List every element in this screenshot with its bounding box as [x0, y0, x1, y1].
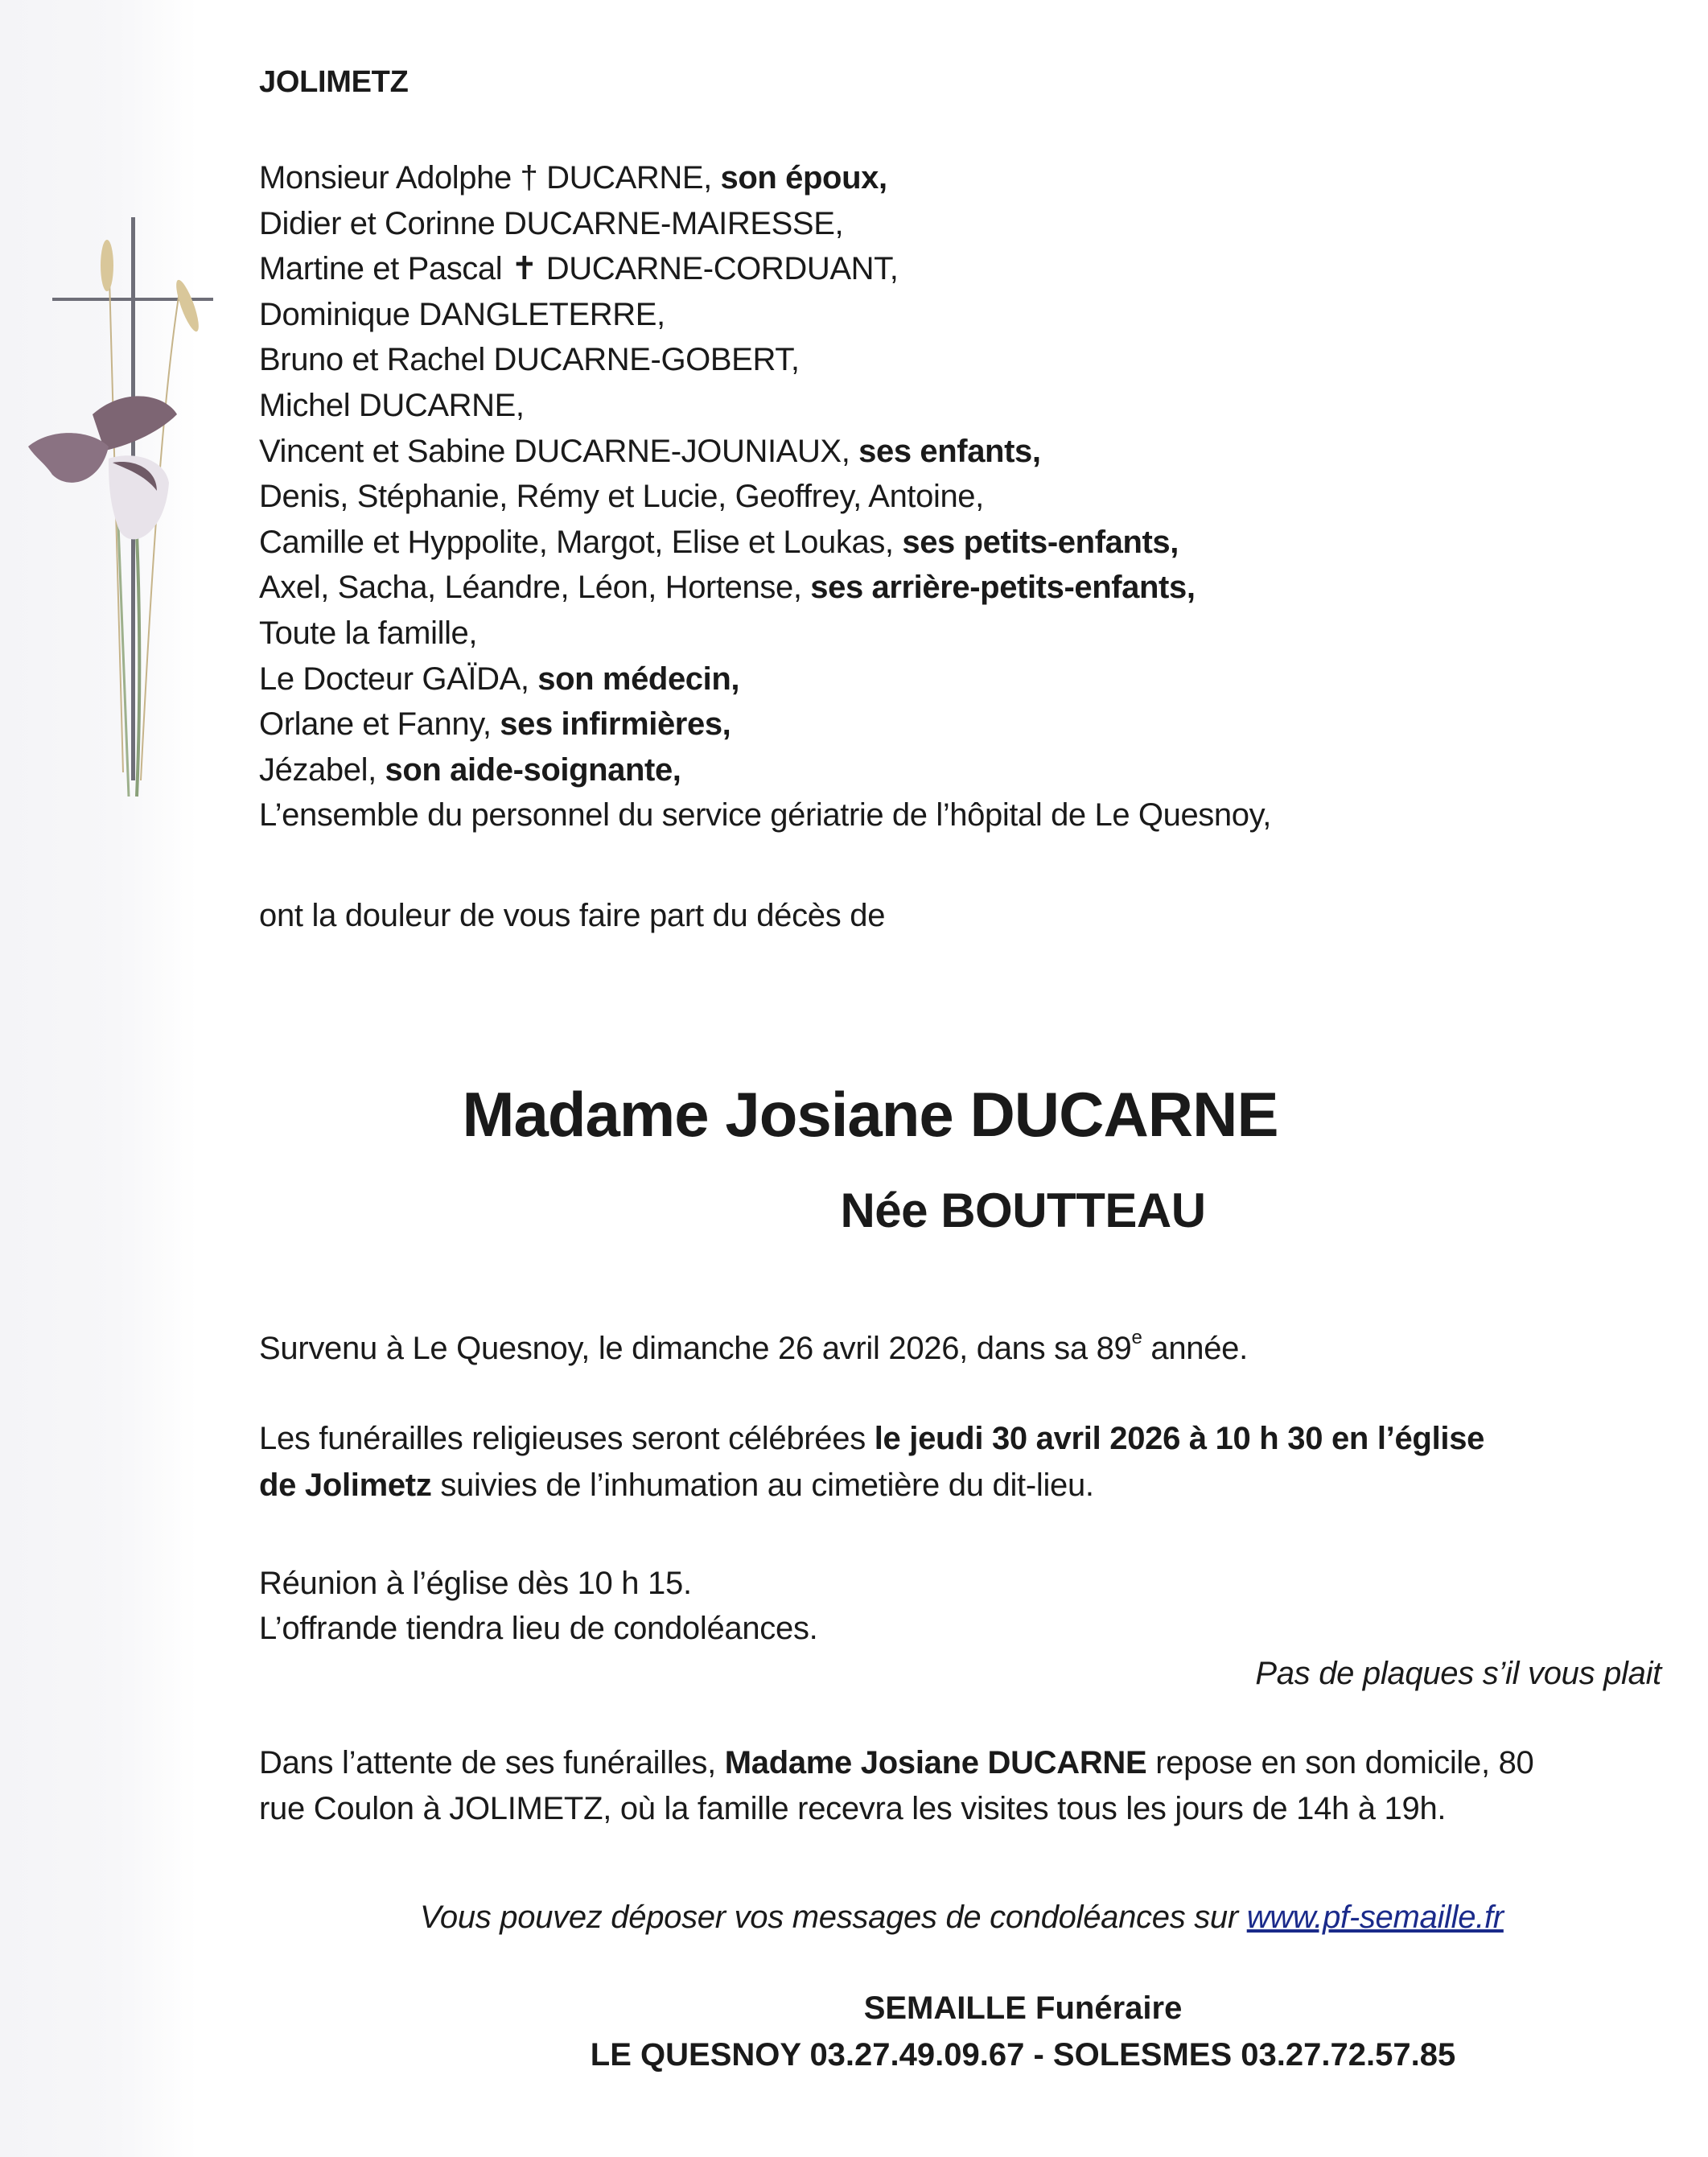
cross-symbol: † [520, 160, 538, 196]
death-details: Survenu à Le Quesnoy, le dimanche 26 avril 2026, dans sa 89e année. [259, 1327, 1248, 1366]
family-line: Didier et Corinne DUCARNE-MAIRESSE, [259, 205, 844, 241]
family-line: Jézabel, son aide-soignante, [259, 751, 681, 788]
company-name: SEMAILLE Funéraire [863, 1990, 1183, 2026]
village-heading: JOLIMETZ [259, 65, 409, 99]
family-line: Le Docteur GAÏDA, son médecin, [259, 661, 740, 697]
family-line: Camille et Hyppolite, Margot, Elise et Loukas, ses petits-enfants, [259, 524, 1179, 560]
family-line: Orlane et Fanny, ses infirmières, [259, 706, 731, 743]
family-line: Michel DUCARNE, [259, 387, 525, 423]
deceased-name: Madame Josiane DUCARNE [462, 1079, 1278, 1150]
family-line: L’ensemble du personnel du service gériatrie de l’hôpital de Le Quesnoy, [259, 797, 1271, 834]
meeting-text: Réunion à l’église dès 10 h 15. [259, 1566, 692, 1601]
funeral-details-line2: de Jolimetz suivies de l’inhumation au cimetière du dit-lieu. [259, 1468, 1094, 1503]
condolence-message: Vous pouvez déposer vos messages de condoléances sur www.pf-semaille.fr [420, 1900, 1504, 1935]
condolence-website-link[interactable]: www.pf-semaille.fr [1246, 1900, 1504, 1935]
lily-flower-left [28, 433, 109, 483]
family-line: Axel, Sacha, Léandre, Léon, Hortense, ses arrière-petits-enfants, [259, 570, 1196, 606]
offering-text: L’offrande tiendra lieu de condoléances. [259, 1611, 818, 1646]
no-plaques-note: Pas de plaques s’il vous plait [1255, 1656, 1661, 1691]
rest-details-line1: Dans l’attente de ses funérailles, Madame Josiane DUCARNE repose en son domicile, 80 [259, 1745, 1534, 1780]
family-line: Vincent et Sabine DUCARNE-JOUNIAUX, ses enfants, [259, 433, 1041, 469]
wheat-ear-left [101, 240, 113, 291]
family-line: Bruno et Rachel DUCARNE-GOBERT, [259, 342, 800, 378]
family-line: Martine et Pascal ✝ DUCARNE-CORDUANT, [259, 251, 899, 287]
family-line: Monsieur Adolphe † DUCARNE, son époux, [259, 160, 887, 196]
family-line: Dominique DANGLETERRE, [259, 296, 665, 332]
family-line: Toute la famille, [259, 615, 478, 651]
maiden-name: Née BOUTTEAU [840, 1183, 1206, 1237]
cross-symbol: ✝ [510, 251, 538, 287]
announcement-text: ont la douleur de vous faire part du décès de [259, 898, 886, 933]
family-line: Denis, Stéphanie, Rémy et Lucie, Geoffrey, Antoine, [259, 479, 984, 515]
company-phones: LE QUESNOY 03.27.49.09.67 - SOLESMES 03.27.72.57.85 [590, 2037, 1456, 2073]
cross-lily-wheat-illustration [20, 217, 221, 813]
rest-details-line2: rue Coulon à JOLIMETZ, où la famille recevra les visites tous les jours de 14h à 19h. [259, 1791, 1447, 1826]
funeral-details-line1: Les funérailles religieuses seront célébrées le jeudi 30 avril 2026 à 10 h 30 en l’église [259, 1421, 1485, 1456]
family-list [259, 155, 1271, 838]
